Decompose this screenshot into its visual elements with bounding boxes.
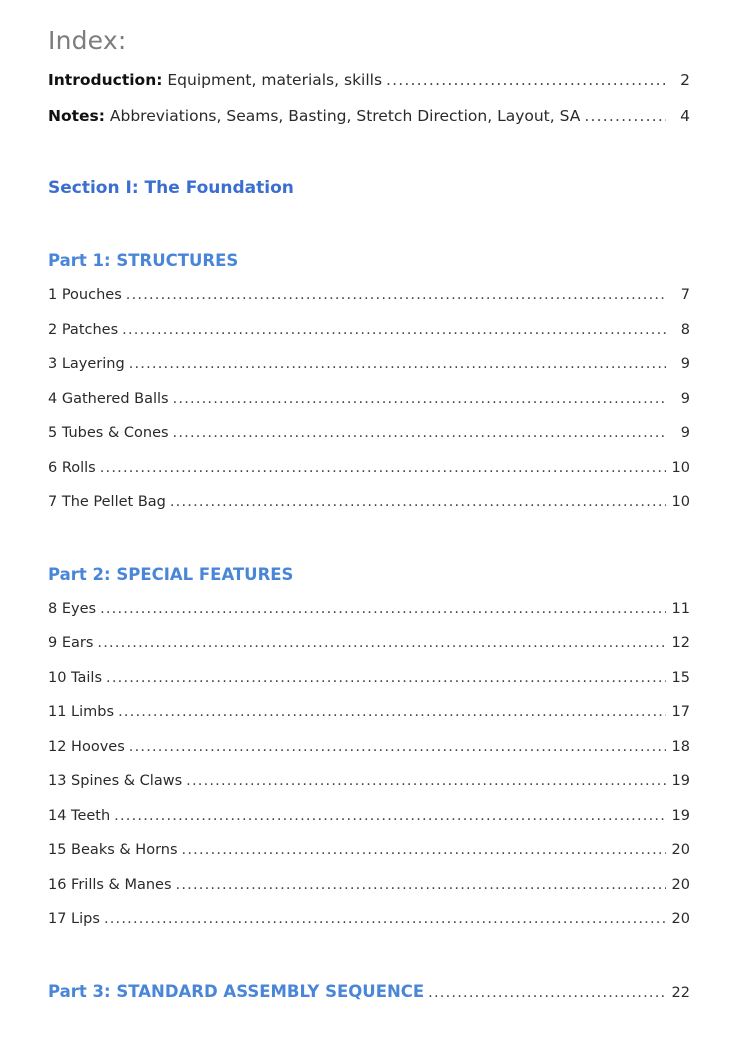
toc-page-number: 10 [671,494,690,510]
toc-page-number: 10 [671,460,690,476]
toc-page-number: 17 [671,704,690,720]
index-page [48,0,690,1039]
toc-page-number: 9 [680,391,690,407]
toc-entry-text: 9 Ears [48,635,94,651]
toc-entry-bold-label: Introduction: [48,71,163,89]
toc-entry-text: 8 Eyes [48,601,97,617]
dot-leader [104,911,666,927]
toc-entry-text: 11 Limbs [48,704,115,720]
toc-entry-text: 10 Tails [48,670,103,686]
toc-page-number: 11 [671,601,690,617]
toc-page-number: 7 [680,287,690,303]
dot-leader [129,739,666,755]
toc-entry[interactable] [48,739,690,755]
toc-entry[interactable] [48,425,690,441]
toc-page-number: 18 [671,739,690,755]
toc-entry[interactable] [48,808,690,824]
toc-page-number: 9 [680,425,690,441]
toc-entry-text: 7 The Pellet Bag [48,494,166,510]
toc-entry[interactable] [48,877,690,893]
toc-page-number: 12 [671,635,690,651]
toc-entry-text: Equipment, materials, skills [167,71,383,89]
toc-entry-text: 3 Layering [48,356,125,372]
toc-page-number: 2 [680,71,690,89]
dot-leader [100,601,665,617]
toc-entry-text: 17 Lips [48,911,100,927]
toc-page-number: 19 [671,773,690,789]
toc-entry-text: 6 Rolls [48,460,96,476]
toc-entry[interactable] [48,842,690,858]
toc-entry-text: Abbreviations, Seams, Basting, Stretch Direction, Layout, SA [109,107,581,125]
dot-leader [129,356,666,372]
toc-entry-notes[interactable] [48,107,690,125]
toc-page-number: 19 [671,808,690,824]
toc-entry[interactable] [48,356,690,372]
dot-leader [176,877,666,893]
toc-entry-text: 15 Beaks & Horns [48,842,178,858]
toc-entry[interactable] [48,460,690,476]
toc-entry-introduction[interactable] [48,71,690,89]
toc-entry[interactable] [48,773,690,789]
index-title: Index: [48,26,127,55]
toc-page-number: 20 [671,842,690,858]
toc-entry-text: 14 Teeth [48,808,111,824]
toc-entry[interactable] [48,494,690,510]
dot-leader [428,985,665,1001]
dot-leader [182,842,666,858]
toc-entry-text: 4 Gathered Balls [48,391,169,407]
toc-entry[interactable] [48,601,690,617]
dot-leader [173,391,666,407]
dot-leader [118,704,665,720]
part-3-entry[interactable] [48,982,690,1001]
toc-entry-text: 2 Patches [48,322,119,338]
part-3-heading: Part 3: STANDARD ASSEMBLY SEQUENCE [48,982,425,1001]
dot-leader [114,808,665,824]
dot-leader [97,635,665,651]
section-heading[interactable]: Section I: The Foundation [48,178,294,198]
toc-page-number: 20 [671,877,690,893]
toc-entry-label [48,71,382,89]
dot-leader [126,287,666,303]
part-2-heading[interactable]: Part 2: SPECIAL FEATURES [48,565,294,584]
toc-entry-bold-label: Notes: [48,107,105,125]
toc-page-number: 9 [680,356,690,372]
toc-page-number: 20 [671,911,690,927]
dot-leader [106,670,666,686]
toc-entry-text: 1 Pouches [48,287,122,303]
dot-leader [122,322,666,338]
toc-page-number: 8 [680,322,690,338]
toc-entry[interactable] [48,391,690,407]
dot-leader [186,773,665,789]
toc-entry[interactable] [48,911,690,927]
toc-entry-text: 12 Hooves [48,739,125,755]
toc-entry-label [48,107,580,125]
toc-page-number: 4 [680,107,690,125]
toc-entry[interactable] [48,635,690,651]
toc-page-number: 22 [671,985,690,1001]
part-1-heading[interactable]: Part 1: STRUCTURES [48,251,239,270]
dot-leader [100,460,666,476]
dot-leader [584,107,666,125]
toc-entry[interactable] [48,670,690,686]
dot-leader [170,494,666,510]
toc-entry-text: 5 Tubes & Cones [48,425,169,441]
toc-entry[interactable] [48,704,690,720]
toc-entry-text: 16 Frills & Manes [48,877,172,893]
toc-entry-text: 13 Spines & Claws [48,773,183,789]
toc-entry[interactable] [48,322,690,338]
dot-leader [386,71,666,89]
toc-page-number: 15 [671,670,690,686]
toc-entry[interactable] [48,287,690,303]
dot-leader [173,425,666,441]
